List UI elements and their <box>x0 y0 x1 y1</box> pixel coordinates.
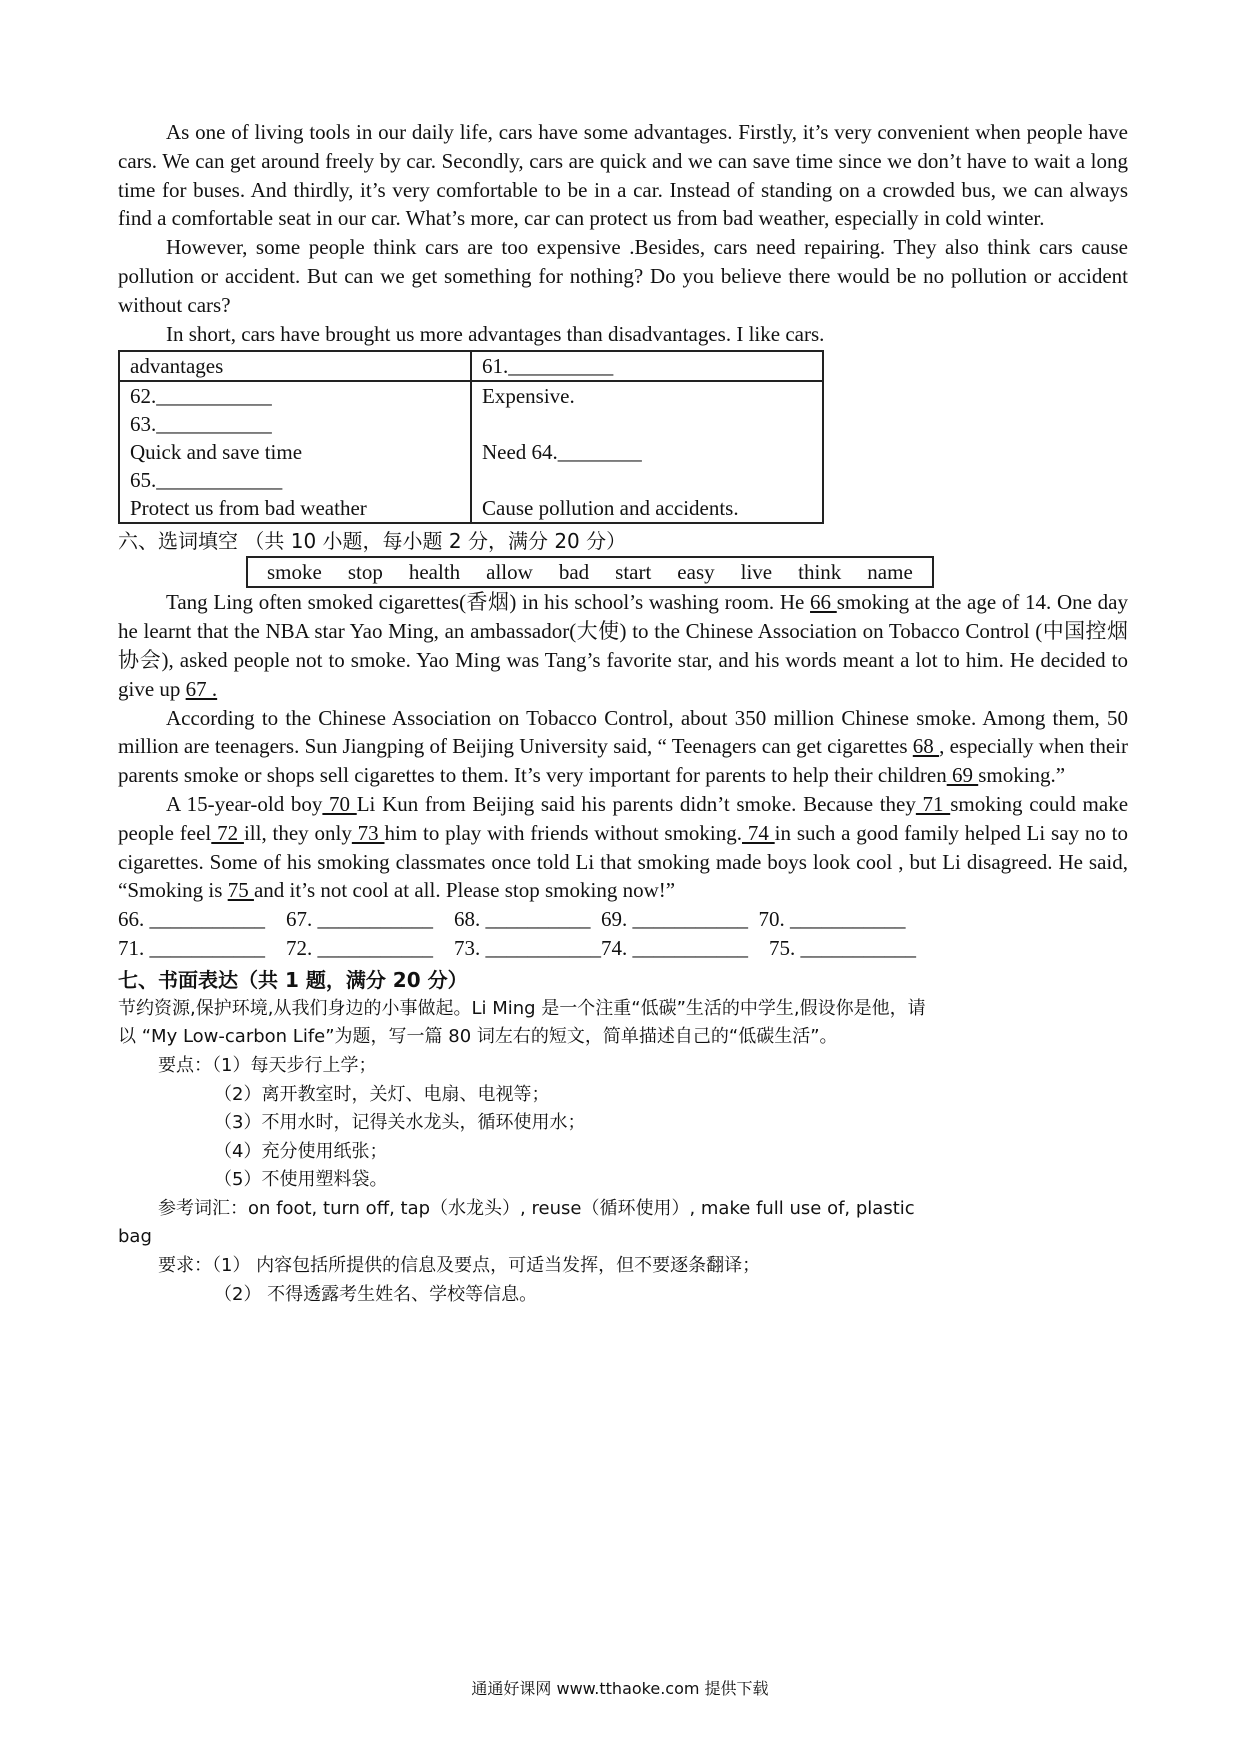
answer-blanks-row-1: 66. ___________ 67. ___________ 68. __________ 69. ___________ 70. ___________ <box>118 907 906 932</box>
answer-blanks-row-2: 71. ___________ 72. ___________ 73. ___________74. ___________ 75. ___________ <box>118 935 916 960</box>
passage-a-paragraph-2: However, some people think cars are too expensive .Besides, cars need repairing. They also think cars cause pollution or accident. But can we get something for nothing? Do you believe there would be no pollution or accident without cars? <box>118 235 1128 317</box>
advantages-table <box>118 350 824 524</box>
writing-point-3: （3）不用水时，记得关水龙头，循环使用水； <box>214 1112 586 1134</box>
passage-a-paragraph-3: In short, cars have brought us more advantages than disadvantages. I like cars. <box>166 321 825 346</box>
cloze-paragraph-2: According to the Chinese Association on Tobacco Control, about 350 million Chinese smoke. Among them, 50 million are teenagers. Sun Jiangping of Beijing University said, “ Teenagers can get cigarettes 68 , especially when their parents smoke or shops sell cigarettes to them. It’s very important for parents to help their children 69 smoking.” <box>118 705 1129 788</box>
blank-71: 71 <box>915 791 951 816</box>
writing-intro-line-2: 以 “My Low-carbon Life”为题，写一篇 80 词左右的短文，简单描述自己的“低碳生活”。 <box>118 1026 838 1048</box>
blank-70: 70 <box>322 791 357 816</box>
table-header-advantages: advantages <box>119 351 471 381</box>
blank-74: 74 <box>742 820 775 845</box>
disadvantage-pollution: Cause pollution and accidents. <box>482 496 739 521</box>
cloze-paragraph-1: Tang Ling often smoked cigarettes(香烟) in his school’s washing room. He 66 smoking at the age of 14. One day he learnt that the NBA star Yao Ming, an ambassador(大使) to the Chinese Association on Tobacco Control (中国控烟协会), asked people not to smoke. Yao Ming was Tang’s favorite star, and his words meant a lot to him. He decided to give up 67 . <box>118 590 1128 701</box>
table-advantages-cell <box>119 381 471 523</box>
word-bank <box>246 556 934 588</box>
disadvantage-repair-blank-64: Need 64.________ <box>482 440 642 465</box>
word-bank-item: stop <box>347 560 383 585</box>
blank-68: 68 <box>912 734 940 759</box>
word-bank-item: name <box>867 560 913 585</box>
blank-63: 63.___________ <box>130 412 272 437</box>
word-bank-item: easy <box>677 560 715 585</box>
blank-66: 66 <box>810 590 837 615</box>
reference-vocabulary: 参考词汇：on foot, turn off, tap（水龙头）, reuse（循环使用）, make full use of, plastic <box>158 1197 915 1219</box>
word-bank-item: bad <box>558 560 590 585</box>
writing-point-2: （2）离开教室时，关灯、电扇、电视等； <box>214 1083 550 1105</box>
passage-a-paragraph-1: As one of living tools in our daily life, cars have some advantages. Firstly, it’s very convenient when people have cars. We can get around freely by car. Secondly, cars are quick and we can save time since we don’t have to wait a long time for buses. And thirdly, it’s very comfortable to be in a car. Instead of standing on a crowded bus, we can always find a comfortable seat in our car. What’s more, car can protect us from bad weather, especially in cold winter. <box>118 120 1128 231</box>
cloze-paragraph-3: A 15-year-old boy 70 Li Kun from Beijing said his parents didn’t smoke. Because they 71 smoking could make people feel 72 ill, they only 73 him to play with friends without smoking. 74 in such a good family helped Li say no to cigarettes. Some of his smoking classmates once told Li that smoking made boys look cool , but Li disagreed. He said, “Smoking is 75 and it’s not cool at all. Please stop smoking now!” <box>118 791 1129 903</box>
writing-point-5: （5）不使用塑料袋。 <box>214 1169 388 1191</box>
blank-67: 67 . <box>185 676 218 701</box>
word-bank-item: allow <box>486 560 533 585</box>
section-6-title: 六、选词填空 （共 10 小题，每小题 2 分，满分 20 分） <box>118 529 627 554</box>
word-bank-item: live <box>740 560 773 585</box>
section-7-title: 七、书面表达（共 1 题，满分 20 分） <box>118 967 468 992</box>
blank-72: 72 <box>211 820 244 845</box>
word-bank-item: health <box>408 560 461 585</box>
disadvantage-expensive: Expensive. <box>482 384 575 409</box>
word-bank-item: start <box>615 560 652 585</box>
blank-62: 62.___________ <box>130 384 272 409</box>
reference-vocabulary-cont: bag <box>118 1226 152 1248</box>
requirement-2: （2） 不得透露考生姓名、学校等信息。 <box>214 1283 538 1305</box>
blank-69: 69 <box>946 763 979 788</box>
word-bank-item: think <box>798 560 842 585</box>
advantage-quick: Quick and save time <box>130 440 303 465</box>
advantage-weather: Protect us from bad weather <box>130 496 367 521</box>
requirement-1: 要求：（1） 内容包括所提供的信息及要点，可适当发挥，但不要逐条翻译； <box>158 1255 761 1277</box>
page-footer: 通通好课网 www.tthaoke.com 提供下载 <box>471 1679 769 1698</box>
table-header-blank-61: 61.__________ <box>471 351 823 381</box>
blank-73: 73 <box>351 820 385 845</box>
writing-intro-line-1: 节约资源,保护环境,从我们身边的小事做起。Li Ming 是一个注重“低碳”生活的中学生,假设你是他，请 <box>118 997 926 1019</box>
blank-65: 65.____________ <box>130 468 283 493</box>
writing-point-1: 要点：（1）每天步行上学； <box>158 1054 377 1076</box>
table-disadvantages-cell <box>471 381 823 523</box>
blank-75: 75 <box>227 878 254 903</box>
exam-page <box>118 118 1128 1309</box>
writing-point-4: （4）充分使用纸张； <box>214 1140 388 1162</box>
word-bank-item: smoke <box>267 560 322 585</box>
